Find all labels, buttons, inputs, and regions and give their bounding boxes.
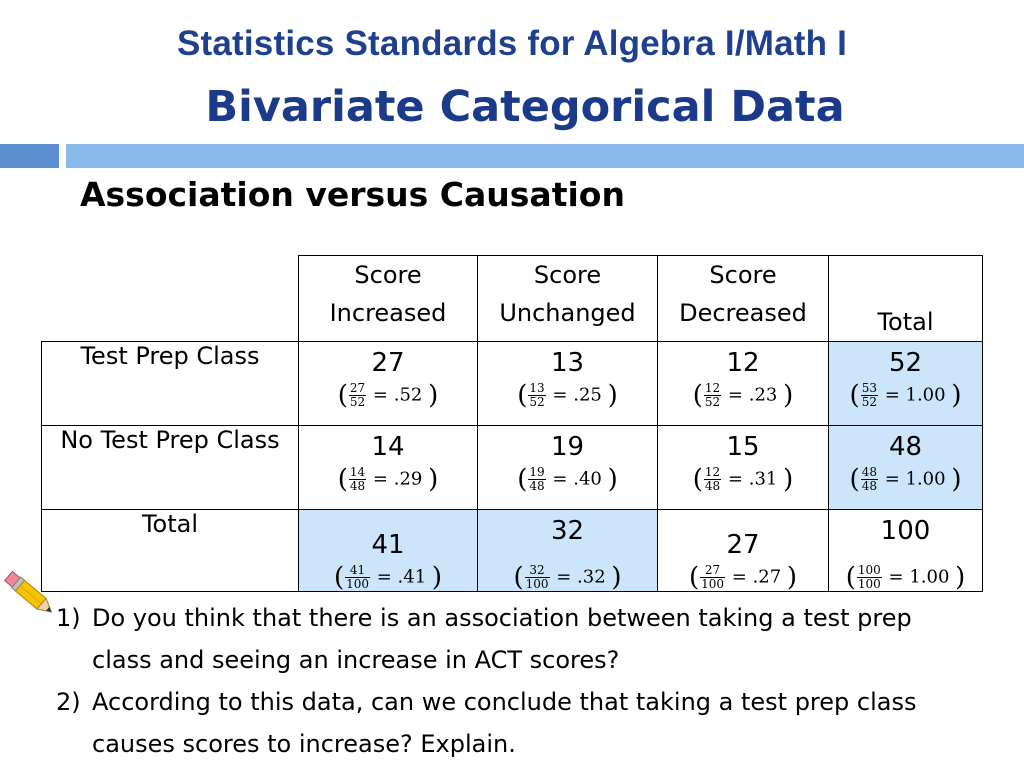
- cell-proportion: ( $\frac{53}{52}$ = 1.00 ): [849, 380, 962, 411]
- column-header-total: [829, 256, 983, 342]
- table-cell-total: [478, 510, 658, 592]
- table-cell: [299, 342, 478, 426]
- proportion-value: 1.00: [905, 384, 946, 406]
- table-cell-total: [829, 426, 983, 510]
- cell-proportion: ( $\frac{48}{48}$ = 1.00 ): [849, 464, 962, 495]
- proportion-value: .23: [748, 384, 778, 406]
- column-header-line1: Score: [533, 261, 602, 289]
- fraction-denominator: 48: [349, 479, 366, 493]
- cell-proportion: ( $\frac{41}{100}$ = .41 ): [333, 562, 443, 593]
- cell-count: 48: [888, 432, 923, 462]
- question-text: According to this data, can we conclude that taking a test prep class causes scores to increase? Explain.: [92, 688, 917, 758]
- pencil-icon: [0, 566, 60, 622]
- cell-proportion: ( $\frac{14}{48}$ = .29 ): [337, 464, 439, 495]
- cell-proportion: ( $\frac{32}{100}$ = .32 ): [513, 562, 622, 593]
- accent-bar-wide: [66, 144, 1024, 168]
- cell-count: 19: [550, 432, 585, 462]
- table-cell-total: [658, 510, 829, 592]
- fraction-numerator: 53: [861, 381, 877, 395]
- fraction-numerator: 19: [529, 465, 545, 479]
- row-label-no-test-prep: No Test Prep Class: [42, 426, 299, 510]
- column-header-line2: Increased: [329, 299, 447, 327]
- table-row-total: [42, 510, 983, 592]
- cell-proportion: ( $\frac{13}{52}$ = .25 ): [517, 380, 618, 411]
- fraction-denominator: 100: [525, 577, 549, 591]
- column-header-line2: Decreased: [679, 299, 807, 327]
- table-row-test-prep: [42, 342, 983, 426]
- cell-proportion: ( $\frac{27}{100}$ = .27 ): [688, 562, 798, 593]
- fraction-numerator: 27: [700, 564, 725, 578]
- fraction-denominator: 48: [861, 479, 877, 493]
- column-header-score-decreased: [658, 256, 829, 342]
- fraction-denominator: 100: [857, 577, 881, 591]
- question-number: 1): [56, 604, 81, 632]
- cell-proportion: ( $\frac{100}{100}$ = 1.00 ): [845, 562, 966, 593]
- cell-proportion: ( $\frac{27}{52}$ = .52 ): [337, 380, 439, 411]
- proportion-value: 1.00: [909, 566, 950, 588]
- fraction-denominator: 52: [529, 395, 545, 409]
- accent-bar-small: [0, 144, 59, 168]
- fraction-denominator: 52: [704, 395, 721, 409]
- cell-count: 32: [550, 516, 585, 546]
- fraction-numerator: 27: [349, 381, 366, 395]
- row-label-total: Total: [42, 510, 299, 592]
- table-cell-grand-total: [829, 510, 983, 592]
- cell-count: 14: [371, 432, 405, 462]
- slide-title-line2: Bivariate Categorical Data: [205, 82, 845, 132]
- proportion-value: .29: [393, 468, 423, 490]
- fraction-denominator: 48: [704, 479, 721, 493]
- cell-count: 52: [888, 348, 923, 378]
- proportion-value: .41: [397, 566, 427, 588]
- cell-count: 41: [371, 530, 405, 560]
- column-header-line1: Score: [354, 261, 422, 289]
- proportion-value: .31: [748, 468, 778, 490]
- table-cell: [658, 342, 829, 426]
- fraction-numerator: 13: [529, 381, 545, 395]
- cell-count: 13: [550, 348, 585, 378]
- fraction-denominator: 52: [349, 395, 366, 409]
- fraction-denominator: 100: [346, 577, 369, 591]
- row-label-test-prep: Test Prep Class: [42, 342, 299, 426]
- proportion-value: 1.00: [905, 468, 946, 490]
- table-header-row: [42, 256, 983, 342]
- two-way-table: [41, 255, 983, 592]
- fraction-denominator: 52: [861, 395, 877, 409]
- proportion-value: .32: [577, 566, 606, 588]
- table-corner-cell: [42, 256, 299, 342]
- cell-count: 100: [880, 516, 931, 546]
- fraction-numerator: 41: [345, 564, 370, 578]
- fraction-numerator: 12: [704, 381, 721, 395]
- cell-proportion: ( $\frac{12}{52}$ = .23 ): [692, 380, 794, 411]
- subheading: Association versus Causation: [80, 175, 625, 214]
- proportion-value: .52: [393, 384, 423, 406]
- table-cell-total: [299, 510, 478, 592]
- question-1: [56, 597, 976, 681]
- table-cell: [478, 342, 658, 426]
- table-cell: [658, 426, 829, 510]
- table-cell: [299, 426, 478, 510]
- fraction-numerator: 12: [704, 465, 721, 479]
- cell-count: 27: [726, 530, 760, 560]
- cell-count: 12: [726, 348, 760, 378]
- column-header-score-increased: [299, 256, 478, 342]
- fraction-denominator: 100: [701, 577, 724, 591]
- column-header-line2: Total: [877, 308, 934, 336]
- question-text: Do you think that there is an association between taking a test prep class and seeing an increase in ACT scores?: [92, 604, 912, 674]
- table-row-no-test-prep: [42, 426, 983, 510]
- fraction-denominator: 48: [529, 479, 545, 493]
- proportion-value: .40: [573, 468, 602, 490]
- column-header-line1: Score: [709, 261, 777, 289]
- fraction-numerator: 100: [857, 563, 881, 577]
- fraction-numerator: 14: [349, 465, 366, 479]
- cell-proportion: ( $\frac{19}{48}$ = .40 ): [517, 464, 618, 495]
- cell-count: 27: [371, 348, 405, 378]
- column-header-line2: Unchanged: [499, 299, 636, 327]
- cell-count: 15: [726, 432, 760, 462]
- proportion-value: .25: [573, 384, 602, 406]
- question-2: [56, 681, 976, 765]
- question-number: 2): [56, 688, 81, 716]
- table-cell-total: [829, 342, 983, 426]
- table-cell: [478, 426, 658, 510]
- column-header-score-unchanged: [478, 256, 658, 342]
- slide-title-line1: Statistics Standards for Algebra I/Math I: [176, 24, 848, 63]
- fraction-numerator: 32: [525, 564, 550, 578]
- cell-proportion: ( $\frac{12}{48}$ = .31 ): [692, 464, 794, 495]
- proportion-value: .27: [752, 566, 782, 588]
- fraction-numerator: 48: [861, 465, 877, 479]
